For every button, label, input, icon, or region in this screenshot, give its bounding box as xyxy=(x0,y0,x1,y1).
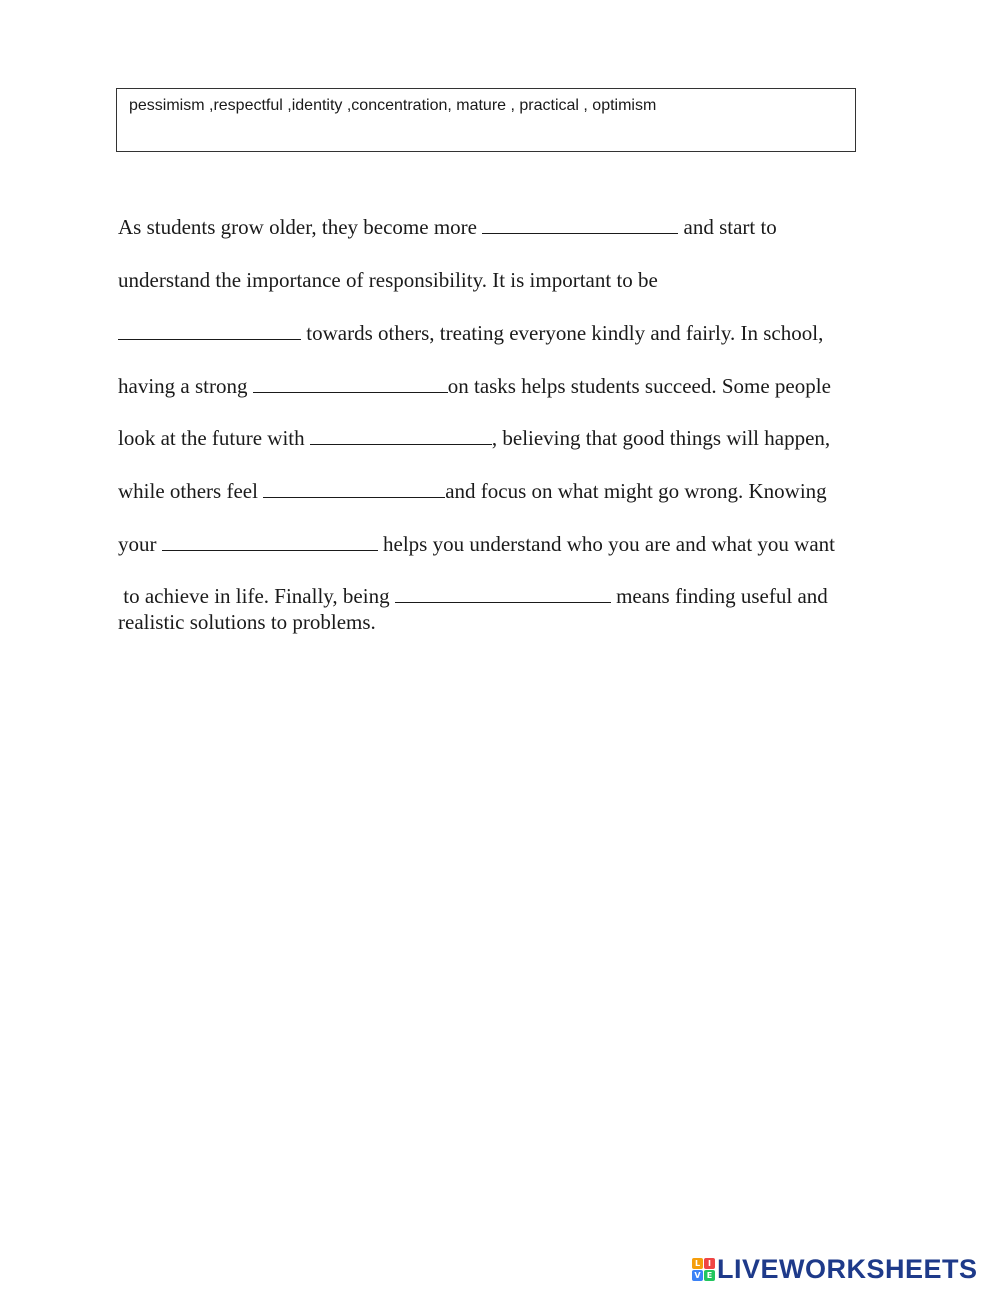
blank-4[interactable] xyxy=(310,425,492,445)
blank-1[interactable] xyxy=(482,214,678,234)
passage-text: and focus on what might go wrong. Knowing xyxy=(445,479,827,503)
logo-letter-e: E xyxy=(704,1270,715,1281)
blank-3[interactable] xyxy=(253,373,448,393)
blank-7[interactable] xyxy=(395,583,611,603)
passage-text: look at the future with xyxy=(118,426,310,450)
passage-text: As students grow older, they become more xyxy=(118,215,483,239)
passage-text: towards others, treating everyone kindly and fairly. In school, xyxy=(301,321,824,345)
passage-text: realistic solutions to problems. xyxy=(118,610,376,634)
passage-line-6 xyxy=(118,478,827,504)
word-bank-box xyxy=(116,88,856,152)
passage-text: helps you understand who you are and what you want xyxy=(377,532,835,556)
brand-name: LIVEWORKSHEETS xyxy=(717,1253,978,1284)
passage-line-5 xyxy=(118,425,830,451)
logo-letter-l: L xyxy=(692,1258,703,1269)
passage-text: to achieve in life. Finally, being xyxy=(118,584,395,608)
passage-line-7 xyxy=(118,531,835,557)
logo-letter-v: V xyxy=(692,1270,703,1281)
word-bank-text: pessimism ,respectful ,identity ,concentration, mature , practical , optimism xyxy=(129,97,657,114)
passage-text: having a strong xyxy=(118,374,253,398)
blank-2[interactable] xyxy=(118,320,301,340)
passage-line-2 xyxy=(118,267,658,293)
passage-line-9 xyxy=(118,609,376,635)
logo-letter-i: I xyxy=(704,1258,715,1269)
liveworksheets-brand xyxy=(692,1253,978,1284)
passage-text: understand the importance of responsibility. It is important to be xyxy=(118,268,658,292)
blank-5[interactable] xyxy=(263,478,445,498)
passage-text: on tasks helps students succeed. Some people xyxy=(447,374,831,398)
passage-line-3 xyxy=(118,320,823,346)
passage-line-4 xyxy=(118,373,831,399)
liveworksheets-logo-icon xyxy=(692,1258,715,1281)
passage-text: and start to xyxy=(678,215,777,239)
blank-6[interactable] xyxy=(162,531,378,551)
passage-text: , believing that good things will happen, xyxy=(491,426,831,450)
passage-text: your xyxy=(118,532,162,556)
passage-line-8 xyxy=(118,583,828,609)
passage-text: means finding useful and xyxy=(610,584,828,608)
passage-line-1 xyxy=(118,214,777,240)
passage-text: while others feel xyxy=(118,479,264,503)
